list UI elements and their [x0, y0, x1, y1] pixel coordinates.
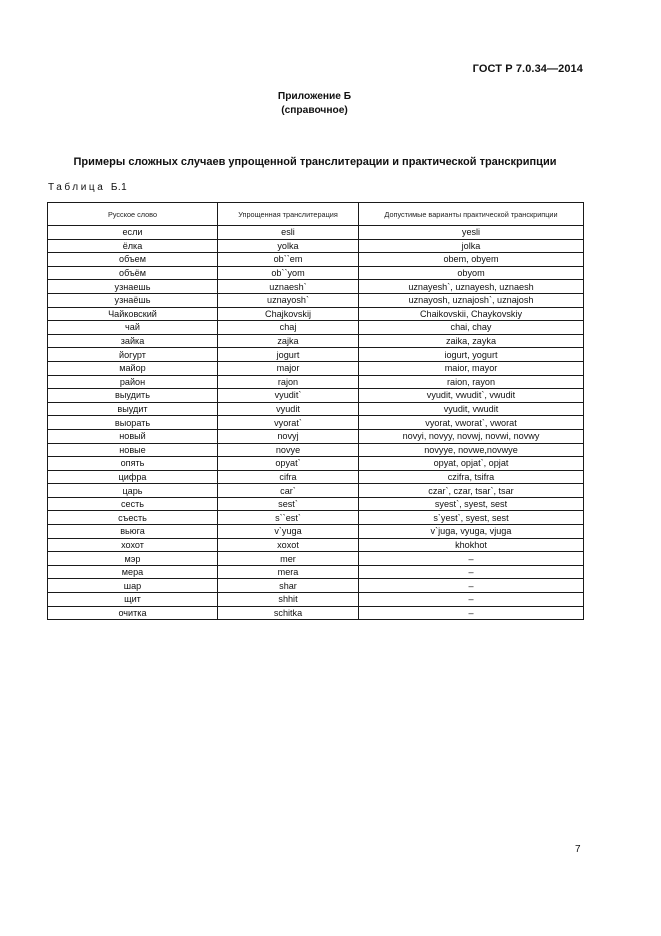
table-row [48, 226, 584, 240]
cell-simplified-transliteration: xoxot [218, 538, 359, 552]
cell-simplified-transliteration: esli [218, 226, 359, 240]
cell-simplified-transliteration: v`yuga [218, 525, 359, 539]
table-row [48, 470, 584, 484]
transliteration-table [47, 202, 584, 620]
table-row [48, 538, 584, 552]
cell-practical-transcription: – [359, 606, 584, 620]
cell-russian-word: район [48, 375, 218, 389]
appendix-title: Приложение Б [277, 91, 352, 102]
cell-russian-word: шар [48, 579, 218, 593]
cell-practical-transcription: obyom [359, 266, 584, 280]
cell-simplified-transliteration: shar [218, 579, 359, 593]
table-row [48, 375, 584, 389]
cell-russian-word: цифра [48, 470, 218, 484]
cell-simplified-transliteration: uznaesh` [218, 280, 359, 294]
cell-russian-word: съесть [48, 511, 218, 525]
cell-practical-transcription: Chaikovskii, Chaykovskiy [359, 307, 584, 321]
cell-practical-transcription: novyye, novwe,novwye [359, 443, 584, 457]
cell-practical-transcription: syest`, syest, sest [359, 497, 584, 511]
cell-practical-transcription: vyorat, vworat`, vworat [359, 416, 584, 430]
cell-russian-word: выудить [48, 389, 218, 403]
table-row [48, 293, 584, 307]
cell-russian-word: зайка [48, 334, 218, 348]
cell-simplified-transliteration: Chajkovskij [218, 307, 359, 321]
cell-simplified-transliteration: sest` [218, 497, 359, 511]
table-row [48, 593, 584, 607]
cell-simplified-transliteration: opyat` [218, 457, 359, 471]
table-body [48, 226, 584, 620]
cell-practical-transcription: obem, obyem [359, 253, 584, 267]
cell-practical-transcription: chai, chay [359, 321, 584, 335]
cell-practical-transcription: khokhot [359, 538, 584, 552]
cell-practical-transcription: maior, mayor [359, 361, 584, 375]
column-header-simplified-transliteration: Упрощенная транслитерация [218, 203, 359, 226]
table-row [48, 334, 584, 348]
cell-simplified-transliteration: ob``yom [218, 266, 359, 280]
cell-russian-word: новый [48, 429, 218, 443]
table-row [48, 484, 584, 498]
cell-practical-transcription: v`juga, vyuga, vjuga [359, 525, 584, 539]
table-row [48, 497, 584, 511]
table-row [48, 606, 584, 620]
cell-practical-transcription: yesli [359, 226, 584, 240]
table-row [48, 402, 584, 416]
cell-practical-transcription: vyudit, vwudit [359, 402, 584, 416]
cell-practical-transcription: raion, rayon [359, 375, 584, 389]
cell-russian-word: выорать [48, 416, 218, 430]
cell-practical-transcription: uznayesh`, uznayesh, uznaesh [359, 280, 584, 294]
cell-practical-transcription: – [359, 593, 584, 607]
cell-simplified-transliteration: schitka [218, 606, 359, 620]
cell-russian-word: объём [48, 266, 218, 280]
document-code: ГОСТ Р 7.0.34—2014 [472, 63, 583, 75]
appendix-subtitle: (справочное) [281, 105, 348, 116]
cell-russian-word: объем [48, 253, 218, 267]
cell-russian-word: очитка [48, 606, 218, 620]
cell-practical-transcription: opyat, opjat`, opjat [359, 457, 584, 471]
cell-simplified-transliteration: ob``em [218, 253, 359, 267]
cell-simplified-transliteration: novyj [218, 429, 359, 443]
table-row [48, 307, 584, 321]
cell-practical-transcription: – [359, 579, 584, 593]
column-header-russian-word: Русское слово [48, 203, 218, 226]
cell-russian-word: вьюга [48, 525, 218, 539]
cell-russian-word: хохот [48, 538, 218, 552]
cell-russian-word: мера [48, 565, 218, 579]
section-title: Примеры сложных случаев упрощенной транслитерации и практической транскрипции [73, 156, 557, 168]
cell-simplified-transliteration: mera [218, 565, 359, 579]
cell-practical-transcription: s`yest`, syest, sest [359, 511, 584, 525]
table-row [48, 443, 584, 457]
cell-russian-word: ёлка [48, 239, 218, 253]
cell-simplified-transliteration: zajka [218, 334, 359, 348]
cell-practical-transcription: iogurt, yogurt [359, 348, 584, 362]
table-header-row [48, 203, 584, 226]
cell-russian-word: йогурт [48, 348, 218, 362]
cell-russian-word: опять [48, 457, 218, 471]
cell-practical-transcription: czifra, tsifra [359, 470, 584, 484]
cell-simplified-transliteration: vyudit [218, 402, 359, 416]
cell-russian-word: узнаешь [48, 280, 218, 294]
table-row [48, 525, 584, 539]
page-number: 7 [575, 844, 581, 855]
table-row [48, 266, 584, 280]
cell-practical-transcription: – [359, 565, 584, 579]
table-row [48, 348, 584, 362]
table-row [48, 457, 584, 471]
table-row [48, 416, 584, 430]
cell-russian-word: царь [48, 484, 218, 498]
table-row [48, 389, 584, 403]
cell-practical-transcription: – [359, 552, 584, 566]
cell-simplified-transliteration: shhit [218, 593, 359, 607]
column-header-practical-transcription: Допустимые варианты практической транскрипции [359, 203, 584, 226]
appendix-heading [0, 90, 629, 118]
cell-simplified-transliteration: jogurt [218, 348, 359, 362]
cell-russian-word: узнаёшь [48, 293, 218, 307]
cell-simplified-transliteration: cifra [218, 470, 359, 484]
table-label-word: Таблица [48, 182, 106, 193]
cell-russian-word: чай [48, 321, 218, 335]
cell-russian-word: майор [48, 361, 218, 375]
cell-simplified-transliteration: car` [218, 484, 359, 498]
cell-simplified-transliteration: uznayosh` [218, 293, 359, 307]
cell-practical-transcription: vyudit, vwudit`, vwudit [359, 389, 584, 403]
cell-russian-word: если [48, 226, 218, 240]
cell-simplified-transliteration: s``est` [218, 511, 359, 525]
cell-russian-word: новые [48, 443, 218, 457]
cell-practical-transcription: novyi, novyy, novwj, novwi, novwy [359, 429, 584, 443]
table-row [48, 361, 584, 375]
cell-simplified-transliteration: yolka [218, 239, 359, 253]
table-row [48, 429, 584, 443]
table-row [48, 511, 584, 525]
cell-simplified-transliteration: rajon [218, 375, 359, 389]
cell-simplified-transliteration: chaj [218, 321, 359, 335]
cell-simplified-transliteration: novye [218, 443, 359, 457]
cell-russian-word: мэр [48, 552, 218, 566]
table-row [48, 253, 584, 267]
cell-russian-word: Чайковский [48, 307, 218, 321]
cell-practical-transcription: zaika, zayka [359, 334, 584, 348]
table-row [48, 579, 584, 593]
cell-russian-word: выудит [48, 402, 218, 416]
cell-simplified-transliteration: mer [218, 552, 359, 566]
table-row [48, 552, 584, 566]
cell-russian-word: сесть [48, 497, 218, 511]
cell-practical-transcription: czar`, czar, tsar`, tsar [359, 484, 584, 498]
cell-russian-word: щит [48, 593, 218, 607]
cell-simplified-transliteration: major [218, 361, 359, 375]
table-row [48, 565, 584, 579]
table-label-number: Б.1 [110, 182, 128, 193]
cell-simplified-transliteration: vyorat` [218, 416, 359, 430]
table-row [48, 280, 584, 294]
table-row [48, 321, 584, 335]
table-row [48, 239, 584, 253]
cell-practical-transcription: jolka [359, 239, 584, 253]
table-label [48, 182, 127, 193]
cell-practical-transcription: uznayosh, uznajosh`, uznajosh [359, 293, 584, 307]
cell-simplified-transliteration: vyudit` [218, 389, 359, 403]
